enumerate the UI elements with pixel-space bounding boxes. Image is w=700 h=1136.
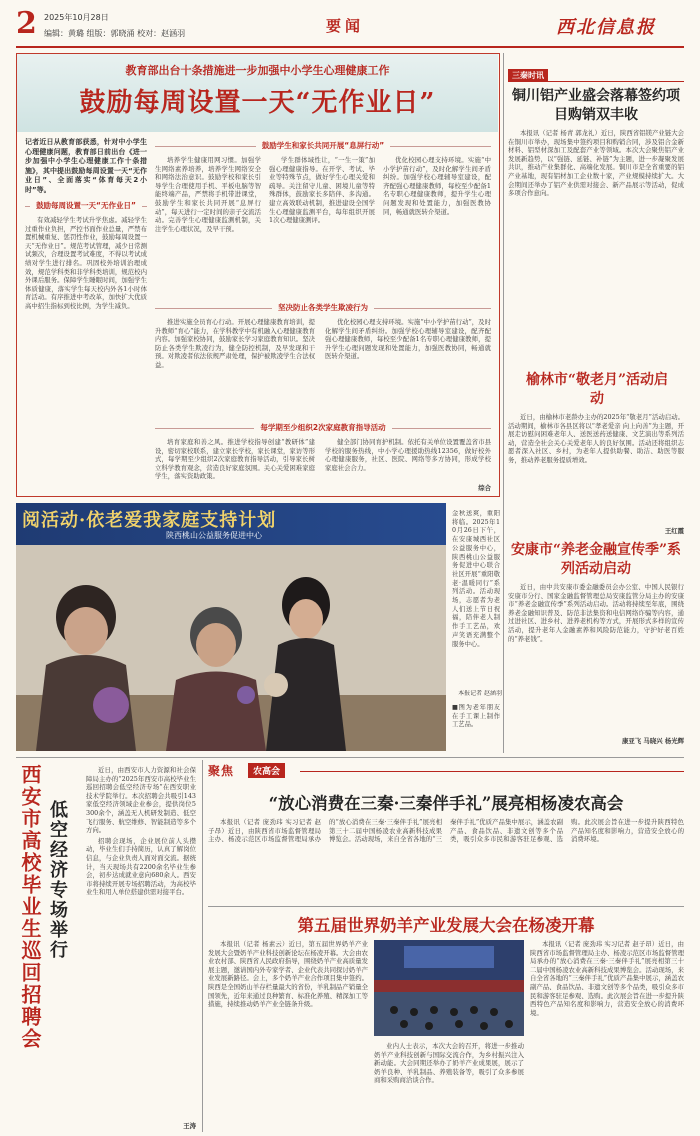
job-fair-title	[18, 764, 42, 1124]
page-number: 2	[16, 6, 37, 41]
right-h2-author: 王红霞	[664, 527, 684, 535]
lead-kicker: 教育部出台十条措施进一步加强中小学生心理健康工作	[125, 64, 390, 77]
focus-rule	[300, 771, 684, 772]
right-h3-title: 安康市“养老金融宣传季”系列活动启动	[510, 542, 682, 577]
t1-title: “放心消费在三秦·三秦伴手礼”展亮相杨凌农高会	[268, 794, 624, 813]
job-fair-body-text: 近日，由西安市人力资源和社会保障局主办的“2025年西安市高校毕业生巡回招聘会低空经济专场”在西安职业技术学院举行。本次招聘会共吸引143家低空经济领域企业参会，提供岗位5300余个，涵盖无人机研发制造、低空飞行服务、航空维修、智能制造等多个方向。	[86, 766, 196, 835]
right-h2-body	[508, 413, 684, 525]
event-photo	[16, 503, 446, 751]
photo-banner	[16, 503, 446, 545]
right-h2-body-text: 近日，由榆林市老龄办主办的2025年“敬老月”活动启动。活动期间，榆林市各县区将以“孝老爱亲 向上向善”为主题，开展走访慰问困难老年人、送医送药送健康、文艺演出等系列活动，营造全社会关心关爱老年人的良好氛围。活动还将组织志愿者深入社区、乡村，为老年人提供助餐、助洁、助医等服务，推动养老服务提质增效。	[508, 413, 684, 464]
t1-body	[208, 818, 684, 900]
lead-col3	[269, 156, 375, 296]
bottom-left-divider	[202, 760, 203, 1132]
issue-date: 2025年10月28日	[44, 13, 109, 22]
masthead	[16, 8, 684, 48]
right-h1-title: 铜川铝产业盛会落幕签约项目购销双丰收	[512, 88, 680, 123]
right-h1-body	[508, 129, 684, 365]
lead-header	[17, 54, 498, 132]
lead-col6-text: 培育家庭和善之风。推进学校指导创建“教研体”建设，密切家校联系，建立家长学校，家长课堂，家访等形式，每学期至少组织2次家庭教育指导活动，引导家长树立科学教育观念，营造良好家庭氛围。关心关爱困难家庭学生，落实资助政策。	[155, 438, 315, 481]
editor-line: 编辑：黄璐 组版：郭晓涌 校对：赵涵羽	[44, 29, 186, 38]
right-divider	[503, 53, 504, 753]
lead-col7-text: 健全部门协同育护机制。依托有关单位设置覆盖省市县学校的服务热线，中小学心理援助热线12356，做好校外心理健康服务，社区、医院、网络等多方协同，形成学校家庭社会合力。	[325, 438, 491, 472]
paper-logo: 西北信息报	[556, 17, 656, 38]
lead-col3b	[383, 156, 491, 296]
t1-body-text: 本报讯（记者 庞劲玮 实习记者 赵子昂）近日，由陕西省市场监督管理局主办、杨凌示范区市场监督管理局承办的“放心消费在三秦·三秦伴手礼”展亮相第三十二届中国杨凌农业高新科技成果博览会。活动现场，来自全省各地的“三秦伴手礼”优质产品集中展示，涵盖农副产品、食品饮品、非遗文创等多个品类，吸引众多市民和游客驻足参观、选购。此次展会旨在进一步提升陕西特色产品知名度和影响力，营造安全放心的消费环境。	[208, 818, 684, 844]
lead-col2-text: 培养学生健康用网习惯。加强学生网络素养培养，培养学生网络安全和网络法治意识。鼓励学校和家长引导学生合理使用手机、平板电脑等智能终端产品，严禁将手机带进课堂，鼓励学生和家长共同开展“息屏行动”，每天进行一定时间的亲子交流活动。完善学生心理健康监测机制，关注学生心理状况，及早干预。	[155, 156, 261, 233]
right-h2-title: 榆林市“敬老月”活动启动	[525, 372, 669, 407]
lead-source: 综合	[478, 484, 491, 492]
lead-col5	[325, 318, 491, 416]
sub-head-2-text: 鼓励学生和家长共同开展“息屏行动”	[256, 140, 390, 151]
lead-col7	[325, 438, 491, 484]
t2-body-2	[374, 1042, 524, 1130]
t2-title: 第五届世界奶羊产业发展大会在杨凌开幕	[297, 916, 595, 935]
lead-title: 鼓励每周设置一天“无作业日”	[79, 88, 436, 118]
lead-col3-text: 学生群体域性让，“一生一策”加强心理健康指导。在开学、考试、毕业等特殊节点，做好学生心理关爱和疏导。关注留守儿童、困境儿童等特殊群体，鼓励家长多陪伴、多沟通。建立高效联动机制，推进建设全国学生心理健康监测平台，每年组织开展1次心理健康测评。	[269, 156, 375, 225]
conference-photo-illustration	[374, 940, 524, 1036]
lead-col3b-text: 优化校园心理支持环境。实施“中小学护苗行动”，及时化解学生间矛盾纠纷。加强学校心理辅导室建设，配齐配强心理健康教师，每校至少配备1名专职心理健康教师，提升学生心理问题发现和处置能力，加强医教协同，畅通就医转介渠道。	[383, 156, 491, 216]
job-fair-subtitle-text: 低空经济专场举行	[47, 800, 68, 960]
t2-body-text: 本报讯（记者 杨素云）近日，第五届世界奶羊产业发展大会暨奶羊产业科技创新论坛在杨凌开幕。大会由农业农村部、陕西省人民政府指导，围绕奶羊产业高质量发展主题，邀请国内外专家学者、企业代表共同探讨奶羊产业发展新路径。会上，多个奶羊产业合作项目集中签约。陕西是全国奶山羊存栏量最大的省份，羊乳制品产销量全国领先，近年来通过良种繁育、标准化养殖、精深加工等措施，持续推动奶羊产业全链条升级。	[208, 940, 368, 1009]
lead-col5-text: 优化校园心理支持环境。实施“中小学护苗行动”，及时化解学生间矛盾纠纷。加强学校心理辅导室建设，配齐配强心理健康教师，每校至少配备1名专职心理健康教师，提升学生心理问题发现和处置能力，加强医教协同，畅通就医转介渠道。	[325, 318, 491, 361]
t2-body	[208, 940, 368, 1130]
conference-photo	[374, 940, 524, 1036]
lead-col6	[155, 438, 315, 492]
tag-rule	[508, 81, 684, 82]
right-h1-body-text: 本报讯（记者 杨青 郭龙礼）近日，陕西省铝镁产业链大会在铜川市举办，现场集中签约项目和购销合同，涉及铝合金新材料、铝型材深加工及配套产业等领域。本次大会聚焦铝产业发展新趋势，以“强链、延链、补链”为主题，进一步凝聚发展共识，推动产业集群化、高端化发展。铜川市是全省重要的铝产业基地，现有铝材加工企业数十家，产业规模持续扩大。大会期间还举办了铝产业供需对接会、新产品展示等活动，促成多项合作意向。	[508, 129, 684, 198]
lead-story	[16, 53, 500, 497]
sub-head-1-text: 鼓励每周设置一天“无作业日”	[30, 200, 142, 211]
sub-head-4-text: 每学期至少组织2次家庭教育指导活动	[254, 422, 391, 433]
lead-col2	[155, 156, 261, 296]
right-h3-body-text: 近日，由中共安康市委金融委员会办公室、中国人民银行安康市分行、国家金融监督管理总局安康监管分局主办的安康市“养老金融宣传季”系列活动启动。活动将持续至年底，围绕养老金融知识普及、防范非法集资和电信网络诈骗等内容，通过进社区、进乡村、进养老机构等方式，开展形式多样的宣传活动，提升老年人金融素养和风险防范能力，守护好老百姓的“养老钱”。	[508, 583, 684, 643]
photo-banner-text: 阅活动·依老爱我家庭支持计划	[22, 510, 277, 531]
t2-body-2-text: 业内人士表示，本次大会的召开，将进一步推动奶羊产业科技创新与国际交流合作，为乡村振兴注入新动能。大会同期还举办了奶羊产业成果展，展示了奶羊良种、羊乳制品、养殖装备等，吸引了众多参展商和采购商洽谈合作。	[374, 1042, 524, 1085]
right-h3-body	[508, 583, 684, 731]
sub-head-3	[155, 302, 491, 314]
photo-caption	[452, 510, 500, 690]
section-tag: 三秦时讯	[508, 69, 548, 82]
t2-body-3-text: 本报讯（记者 庞劲玮 实习记者 赵子昂）近日，由陕西省市场监督管理局主办、杨凌示范区市场监督管理局承办的“放心消费在三秦·三秦伴手礼”展亮相第三十二届中国杨凌农业高新科技成果博览会。活动现场，来自全省各地的“三秦伴手礼”优质产品集中展示，涵盖农副产品、食品饮品、非遗文创等多个品类，吸引众多市民和游客驻足参观、选购。此次展会旨在进一步提升陕西特色产品知名度和影响力，营造安全放心的消费环境。	[530, 940, 684, 1017]
right-column	[508, 53, 684, 753]
right-h3-author: 康亚飞 马晓兴 杨光辉	[622, 737, 684, 745]
photo-caption-2: ■图为老年朋友在手工课上制作工艺品。	[452, 704, 500, 729]
lead-intro: 记者近日从教育部获悉，针对中小学生心理健康问题，教育部日前出台《进一步加强中小学生心理健康工作十条措施》，其中提出鼓励每周设置一天“无作业日”、全面落实“体育每天2小时”等。	[25, 138, 147, 194]
lead-col1	[25, 216, 147, 486]
focus-name: 农高会	[248, 763, 285, 778]
lead-col1-text: 有效减轻学生考试升学焦虑。减轻学生过重作业负担，严控书面作业总量，严禁布置机械重复、惩罚性作业，鼓励每周设置一天“无作业日”。规范考试管理，减少日常测试频次，合理设置考试难度，不得以考试成绩对学生进行排名。巩固校外培训治理成效，规范学科类和非学科类培训，规范校内外课后服务。保障学生睡眠时间，加强学生体质健康，落实学生每天校内外各1小时体育活动。有序推进中考改革，加快扩大优质高中招生指标到校比例，为学生减负。	[25, 216, 147, 310]
sub-head-1	[25, 200, 147, 212]
job-fair-subtitle	[46, 800, 68, 1100]
focus-section-header	[208, 762, 684, 780]
lead-col4	[155, 318, 315, 416]
masthead-rule	[16, 46, 684, 48]
t2-rule	[208, 906, 684, 907]
sub-head-4	[155, 422, 491, 434]
job-fair-body-text-2: 招聘会现场，企业展位前人头攒动，毕业生们手持简历，认真了解岗位信息，与企业负责人面对面交流。据统计，当天现场共有2200余名毕业生参会，初步达成就业意向680余人。西安市将持续开展专场招聘活动，为高校毕业生和用人单位搭建供需对接平台。	[86, 836, 196, 897]
t2-body-3	[530, 940, 684, 1130]
job-fair-author: 王涛	[183, 1122, 196, 1130]
job-fair-title-text: 西安市高校毕业生巡回招聘会	[18, 764, 42, 1050]
sub-head-2	[155, 140, 491, 152]
photo-sub-banner: 陕西桃山公益服务促进中心	[166, 531, 262, 540]
job-fair-body	[86, 766, 196, 1124]
mid-rule	[16, 757, 684, 758]
sub-head-3-text: 坚决防止各类学生欺凌行为	[272, 302, 374, 313]
focus-tag: 聚焦	[208, 764, 235, 778]
event-photo-illustration	[16, 545, 446, 751]
photo-credit: 本报记者 赵涵羽	[458, 690, 502, 697]
photo-caption-text: 金秋送爽，重阳将临。2025年10月26日下午，在安康城西社区公益服务中心，陕西桃山公益服务促进中心联合社区开展“重阳敬老·温暖同行”系列活动。活动现场，志愿者为老人们送上节日祝福，陪伴老人制作手工艺品，欢声笑语充满整个服务中心。	[452, 510, 500, 648]
section-title: 要闻	[326, 17, 365, 35]
lead-col4-text: 推进实施全员育心行动。开展心理健康教育培训，提升教师“育心”能力，在学科教学中有机融入心理健康教育内容。加强家校协同，鼓励家长学习家庭教育知识。坚决防止各类学生欺凌行为，健全防控机制，及早发现和干预。对欺凌者依法依规严肃处理，保护被欺凌学生合法权益。	[155, 318, 315, 369]
